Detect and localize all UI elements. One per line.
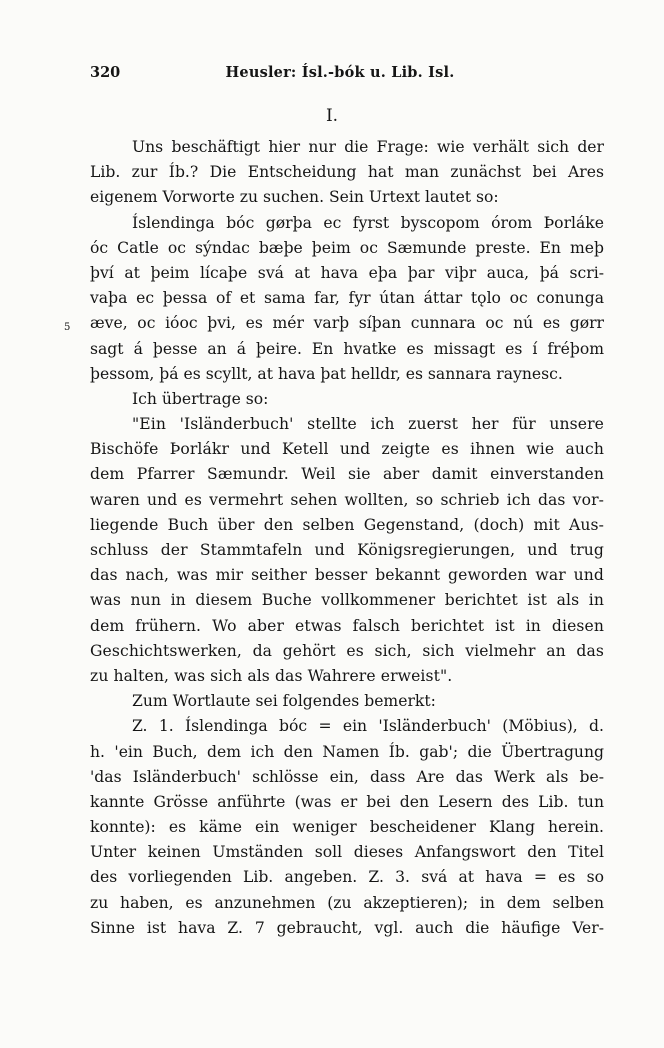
quote-line: þessom, þá es scyllt, at hava þat helldr, es sannara raynesc. — [90, 364, 563, 383]
quote-line: óc Catle oc sýndac bæþe þeim oc Sæmunde preste. En meþ — [90, 238, 604, 257]
translation-line: dem Pfarrer Sæmundr. Weil sie aber damit einverstanden — [90, 465, 604, 484]
translation-line: was nun in diesem Buche vollkommener berichtet ist als in — [90, 591, 604, 610]
text-line: Zum Wortlaute sei folgendes bemerkt: — [132, 692, 436, 711]
translation-line: schluss der Stammtafeln und Königsregierungen, und trug — [90, 541, 604, 559]
line-number-marker: 5 — [64, 322, 71, 333]
text-line: kannte Grösse anführte (was er bei den Lesern des Lib. tun — [90, 792, 604, 811]
quote-line: sagt á þesse an á þeire. En hvatke es missagt es í fréþom — [90, 339, 604, 358]
text-line: Unter keinen Umständen soll dieses Anfangswort den Titel — [90, 843, 604, 862]
page-header — [90, 64, 602, 86]
quote-line: Íslendinga bóc gørþa ec fyrst byscopom órom Þorláke — [132, 213, 604, 232]
running-title: Heusler: Ísl.-bók u. Lib. Isl. — [225, 64, 455, 81]
text-line: h. 'ein Buch, dem ich den Namen Íb. gab'; die Übertragung — [90, 742, 604, 761]
quote-line: æve, oc ióoc þvi, es mér varþ síþan cunnara oc nú es gørr — [90, 314, 604, 333]
text-line: Ich übertrage so: — [132, 389, 269, 408]
translation-line: zu halten, was sich als das Wahrere erweist". — [90, 666, 453, 685]
quote-line: vaþa ec þessa of et sama far, fyr útan áttar tǫlo oc conunga — [90, 289, 604, 308]
translation-line: liegende Buch über den selben Gegenstand, (doch) mit Aus- — [90, 515, 604, 534]
translation-line: Geschichtswerken, da gehört es sich, sich vielmehr an das — [90, 641, 604, 660]
translation-line: Bischöfe Þorlákr und Ketell und zeigte es ihnen wie auch — [90, 440, 604, 459]
text-line: zu haben, es anzunehmen (zu akzeptieren); in dem selben — [90, 893, 604, 912]
quote-line: því at þeim lícaþe svá at hava eþa þar viþr auca, þá scri- — [90, 263, 604, 282]
translation-line: waren und es vermehrt sehen wollten, so schrieb ich das vor- — [90, 490, 604, 509]
text-line: 'das Isländerbuch' schlösse ein, dass Are das Werk als be- — [90, 767, 604, 786]
text-line: Uns beschäftigt hier nur die Frage: wie verhält sich der — [132, 138, 604, 156]
text-line: des vorliegenden Lib. angeben. Z. 3. svá at hava = es so — [90, 868, 604, 887]
section-heading: I. — [325, 106, 339, 126]
text-line: eigenem Vorworte zu suchen. Sein Urtext lautet so: — [90, 188, 499, 207]
text-line: Z. 1. Íslendinga bóc = ein 'Isländerbuch' (Möbius), d. — [132, 717, 604, 736]
text-line: Sinne ist hava Z. 7 gebraucht, vgl. auch die häufige Ver- — [90, 918, 604, 937]
translation-line: dem frühern. Wo aber etwas falsch berichtet ist in diesen — [90, 616, 604, 635]
translation-line: "Ein 'Isländerbuch' stellte ich zuerst her für unsere — [132, 415, 604, 434]
text-line: Lib. zur Íb.? Die Entscheidung hat man zunächst bei Ares — [90, 163, 604, 182]
body-text — [90, 135, 604, 941]
translation-line: das nach, was mir seither besser bekannt geworden war und — [90, 566, 604, 585]
text-line: konnte): es käme ein weniger bescheidener Klang herein. — [90, 818, 604, 837]
page-number: 320 — [90, 64, 121, 81]
